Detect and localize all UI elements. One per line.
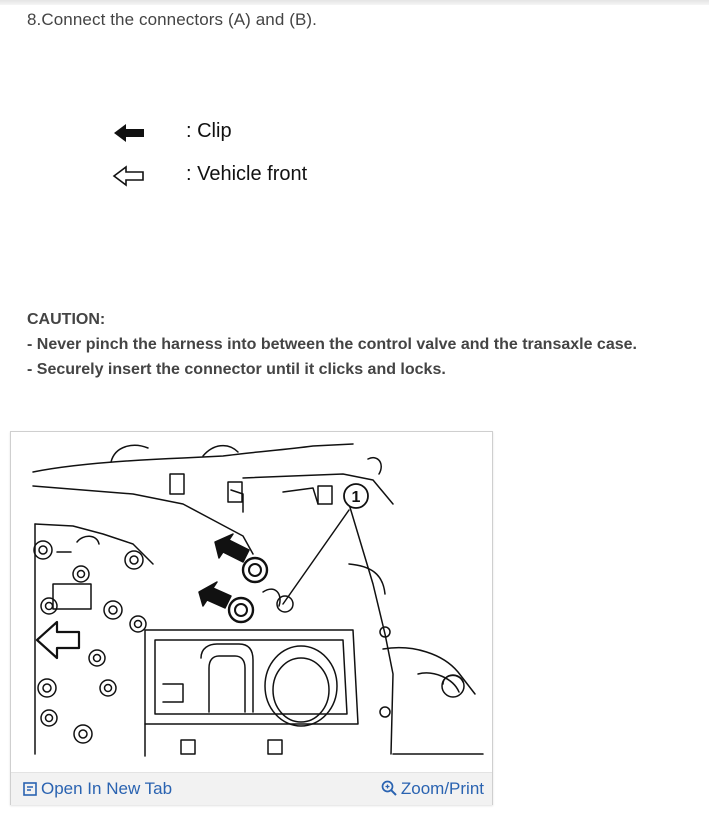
caution-heading: CAUTION:	[27, 311, 106, 328]
zoom-icon	[381, 780, 397, 796]
legend-front-label: : Vehicle front	[186, 163, 308, 185]
open-tab-icon	[23, 782, 37, 796]
zoom-print-link[interactable]	[381, 779, 484, 799]
hollow-arrow-icon	[112, 165, 146, 187]
transaxle-diagram[interactable]	[13, 434, 490, 770]
step-instruction: 8.Connect the connectors (A) and (B).	[27, 10, 318, 29]
open-new-tab-link[interactable]	[23, 779, 172, 799]
legend-clip-label: : Clip	[186, 120, 232, 142]
figure-toolbar	[11, 772, 492, 805]
open-new-tab-label: Open In New Tab	[41, 779, 173, 798]
caution-line: - Securely insert the connector until it clicks and locks.	[27, 361, 446, 378]
callout-number: 1	[351, 489, 361, 506]
caution-line: - Never pinch the harness into between the control valve and the transaxle case.	[27, 336, 637, 353]
caution-block	[27, 310, 637, 385]
top-divider	[0, 0, 709, 5]
solid-arrow-icon	[112, 122, 146, 144]
zoom-print-label: Zoom/Print	[400, 779, 484, 798]
figure-card	[10, 431, 493, 805]
